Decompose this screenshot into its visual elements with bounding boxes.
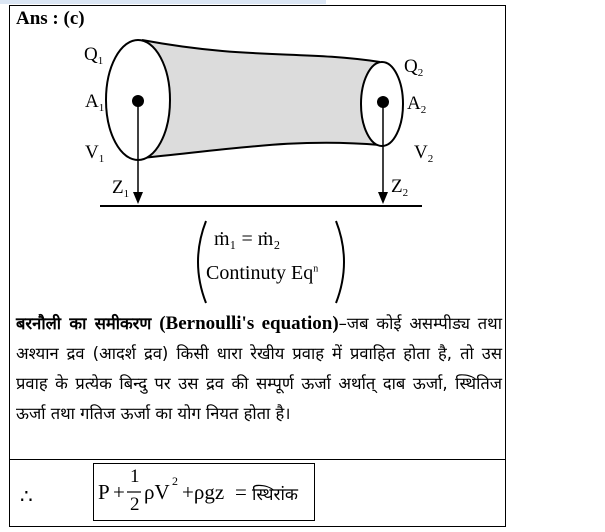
formula-rho-v: ρV [144, 480, 170, 504]
formula-equals: = [235, 480, 247, 504]
heading-english: (Bernoulli's equation) [159, 313, 339, 334]
right-paren [336, 221, 344, 303]
label-z1: $Z_1$ [112, 177, 130, 200]
label-a2: $A_2$ [407, 93, 427, 116]
label-v1: $V_1$ [85, 142, 105, 165]
answer-label: Ans : (c) [16, 8, 85, 29]
formula-denominator: 2 [130, 494, 140, 515]
right-arrowhead [378, 192, 388, 204]
paragraph-body: –जब कोई असम्पीड्य तथा अश्यान द्रव (आदर्श द्रव) किसी धारा रेखीय प्रवाह में प्रवाहित होता है, तो उस प्रवाह के प्रत्येक बिन्दु पर उस द्रव की सम्पूर्ण ऊर्जा अर्थात् दाब ऊर्जा, स्थितिज ऊर्जा तथा गतिज ऊर्जा का योग नियत होता है। [16, 314, 503, 423]
formula-plus: + [113, 480, 125, 504]
formula-square: 2 [172, 474, 178, 488]
label-a1: $A_1$ [85, 91, 105, 114]
heading-hindi: बरनौली का समीकरण [16, 314, 152, 333]
formula-rho-g-z: +ρgz [182, 480, 225, 504]
formula-numerator: 1 [130, 466, 140, 487]
label-z2: $Z_2$ [391, 176, 409, 199]
left-paren [198, 221, 206, 303]
label-q2: $Q_2$ [404, 56, 424, 79]
continuity-equation-label: Continuty Eq$^n$ [206, 262, 319, 284]
formula-p: P [98, 480, 110, 504]
mass-flow-equation: ṁ₁ = ṁ₂ [214, 228, 281, 250]
bernoulli-formula-box [93, 463, 315, 521]
divider-line [10, 459, 505, 460]
therefore-symbol: ∴ [20, 484, 33, 508]
left-arrowhead [133, 192, 143, 204]
bernoulli-description [16, 309, 502, 429]
formula-constant: स्थिरांक [252, 485, 298, 505]
label-v2: $V_2$ [414, 142, 434, 165]
label-q1: $Q_1$ [84, 44, 104, 67]
